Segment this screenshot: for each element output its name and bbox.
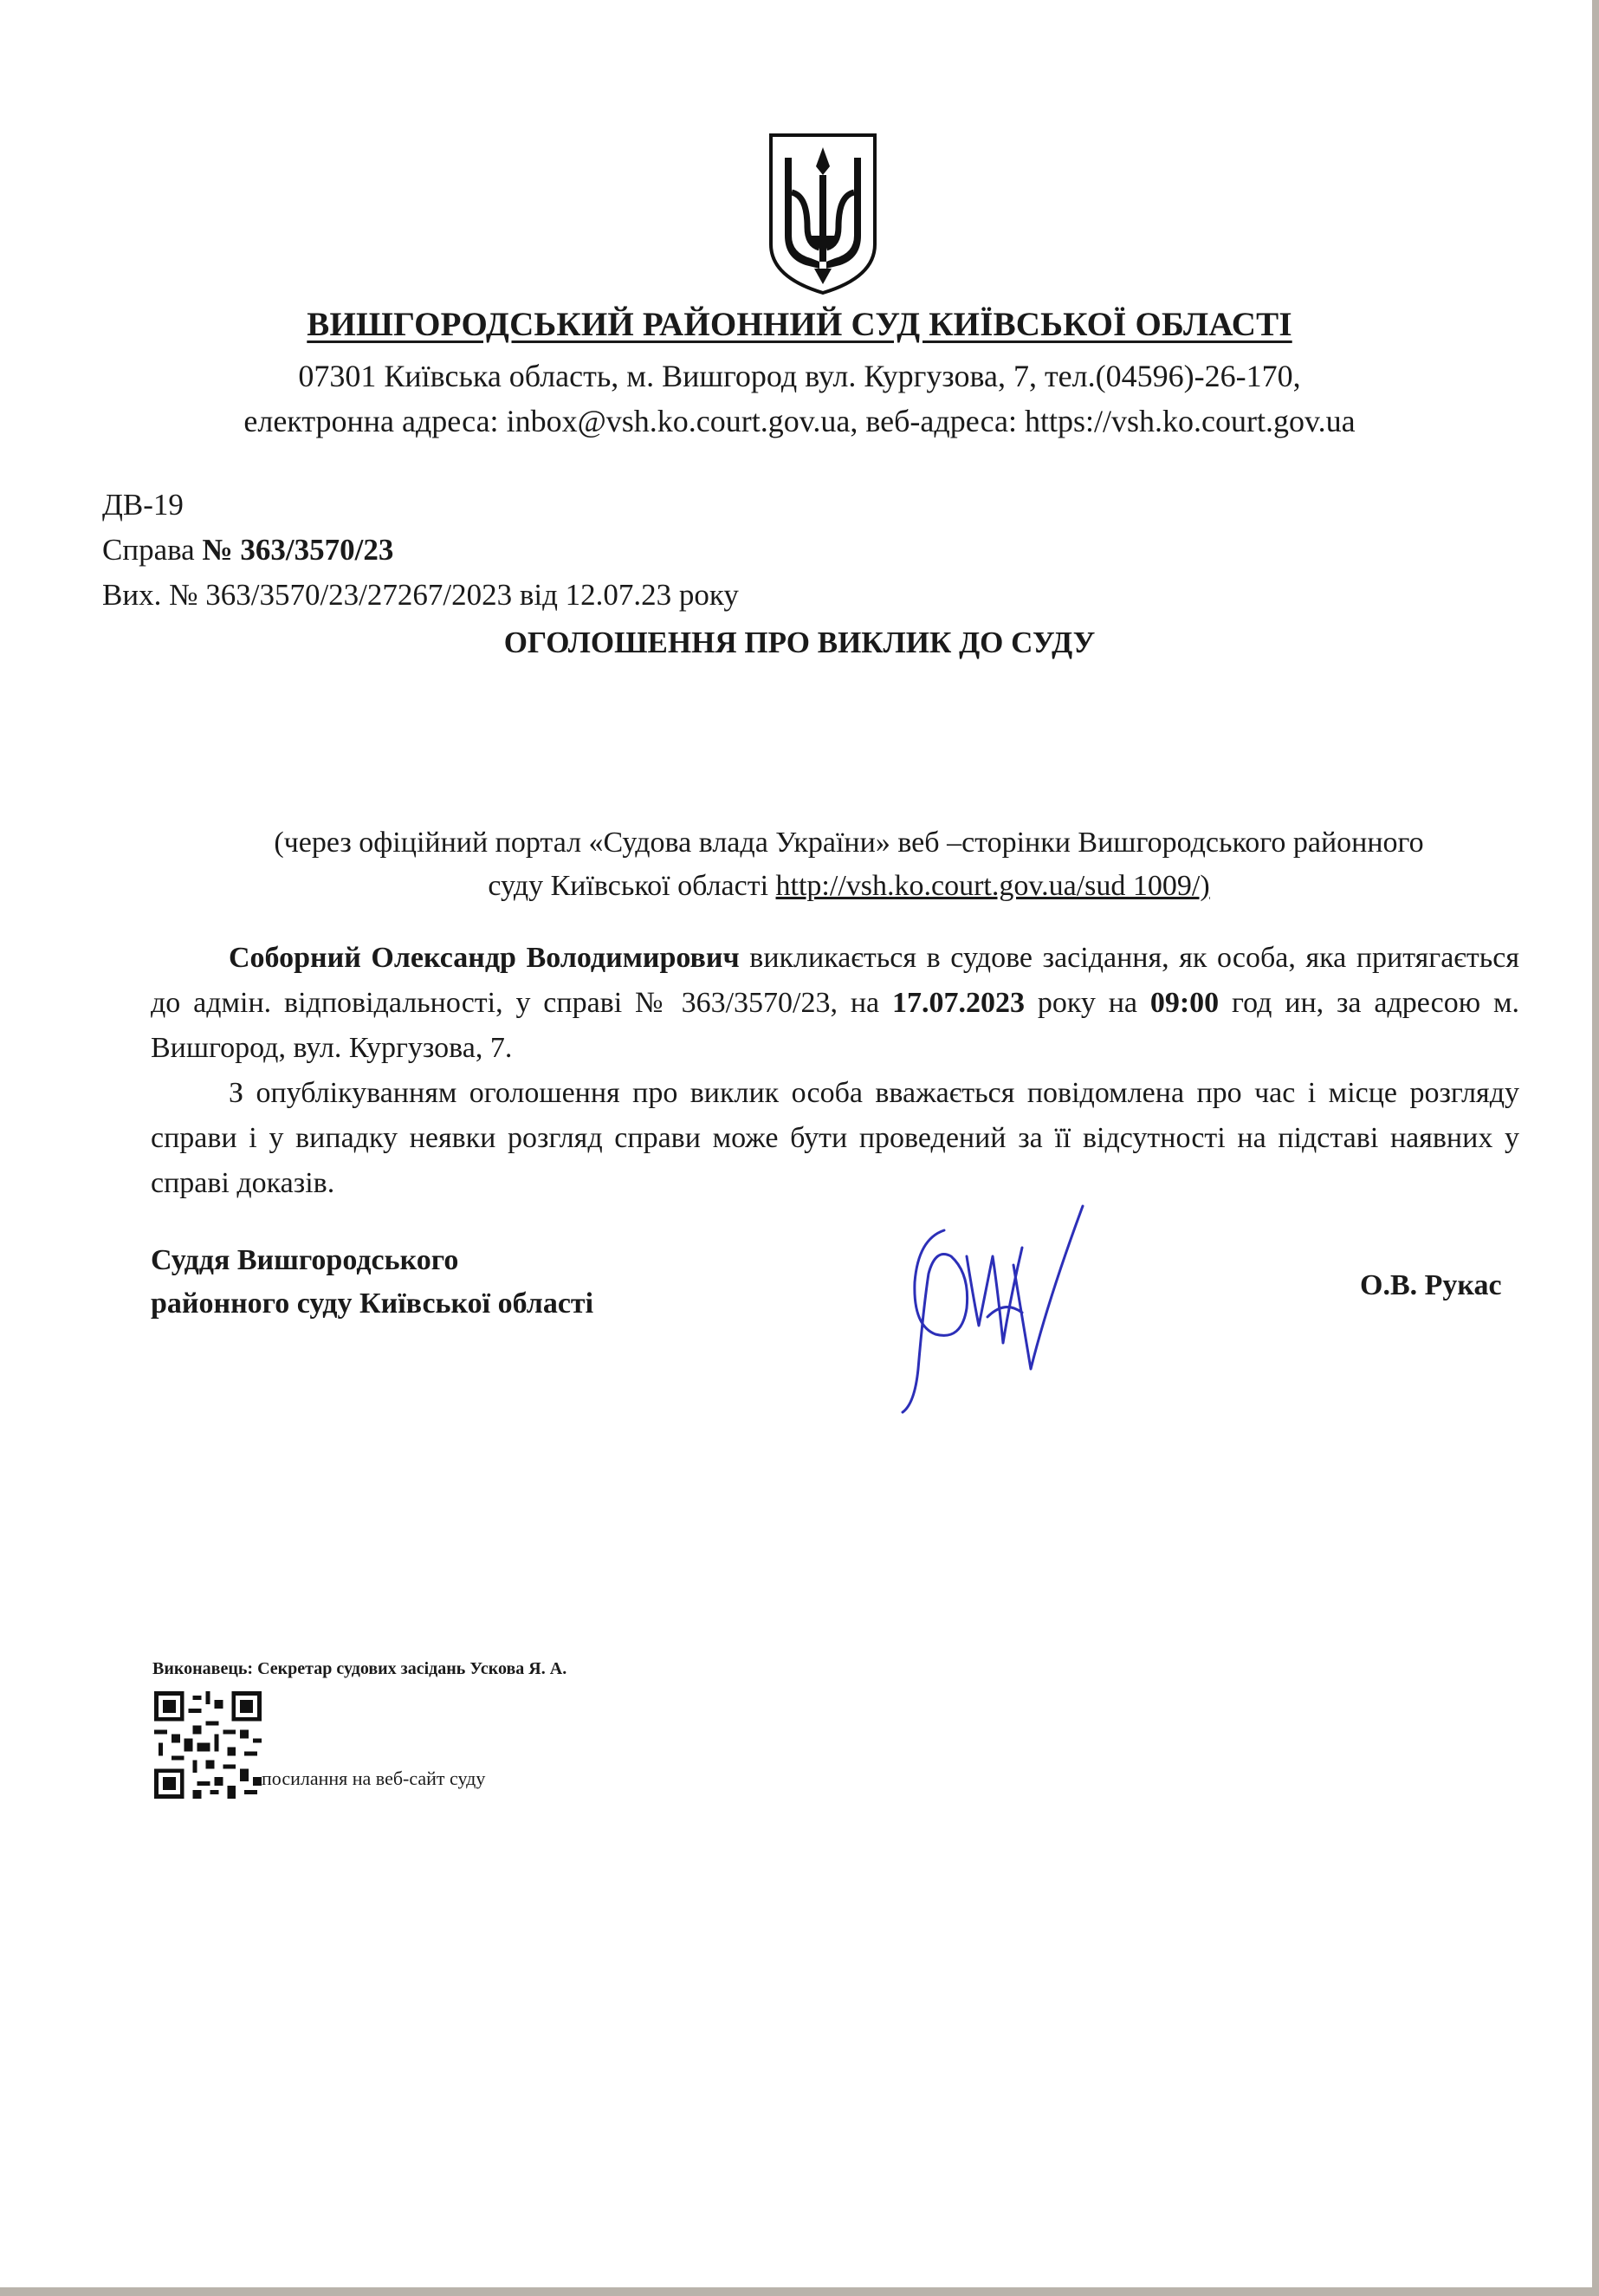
hearing-date: 17.07.2023 — [891, 987, 1025, 1019]
case-number: № 363/3570/23 — [202, 533, 394, 567]
document-meta — [102, 483, 739, 618]
notice-title: ОГОЛОШЕННЯ ПРО ВИКЛИК ДО СУДУ — [503, 626, 1096, 659]
form-code: ДВ-19 — [102, 488, 184, 522]
summons-paragraph: Соборний Олександр Володимирович викликається в судове засідання, як особа, яка притягається до адмін. відповідальності, у справі № 363/3570/23, на 17.07.2023 року на 09:00 год ин, за адресою м. Вишгород, вул. Кургузова, 7. — [151, 942, 1520, 1064]
hearing-time: 09:00 — [1149, 987, 1220, 1019]
judge-name: О.В. Рукас — [1360, 1269, 1502, 1301]
handwritten-signature-icon — [884, 1196, 1143, 1421]
court-address: 07301 Київська область, м. Вишгород вул. Кургузова, 7, тел.(04596)-26-170, — [298, 359, 1301, 393]
outgoing-number: Вих. № 363/3570/23/27267/2023 від 12.07.23 року — [102, 578, 739, 612]
notice-body — [151, 936, 1519, 1206]
court-address-block — [0, 353, 1592, 444]
qr-caption: посилання на веб-сайт суду — [262, 1767, 486, 1789]
publication-note-text: суду Київської області — [488, 870, 776, 902]
publication-note — [234, 821, 1464, 908]
court-portal-link[interactable]: http://vsh.ko.court.gov.ua/sud 1009/) — [775, 870, 1210, 902]
publication-note-line2 — [234, 865, 1464, 908]
publication-note-line1: (через офіційний портал «Судова влада України» веб –сторінки Вишгородського районного — [274, 827, 1424, 859]
court-name: ВИШГОРОДСЬКИЙ РАЙОННИЙ СУД КИЇВСЬКОЇ ОБЛАСТІ — [307, 306, 1292, 343]
qr-code-icon[interactable] — [154, 1691, 262, 1799]
court-contacts: електронна адреса: inbox@vsh.ko.court.gov.ua, веб-адреса: https://vsh.ko.court.gov.ua — [243, 404, 1356, 438]
summoned-person-name: Соборний Олександр Володимирович — [229, 942, 740, 974]
executor-line: Виконавець: Секретар судових засідань Ускова Я. А. — [152, 1659, 567, 1678]
consequence-paragraph: З опублікуванням оголошення про виклик особа вважається повідомлена про час і місце розгляду справи і у випадку неявки розгляд справи може бути проведений за її відсутності на підставі наявних у справі доказів. — [151, 1077, 1519, 1199]
trident-coat-of-arms-icon — [766, 132, 880, 296]
case-label: Справа — [102, 533, 195, 567]
judge-position: Суддя Вишгородського районного суду Київської області — [151, 1244, 594, 1320]
case-line — [102, 528, 739, 573]
